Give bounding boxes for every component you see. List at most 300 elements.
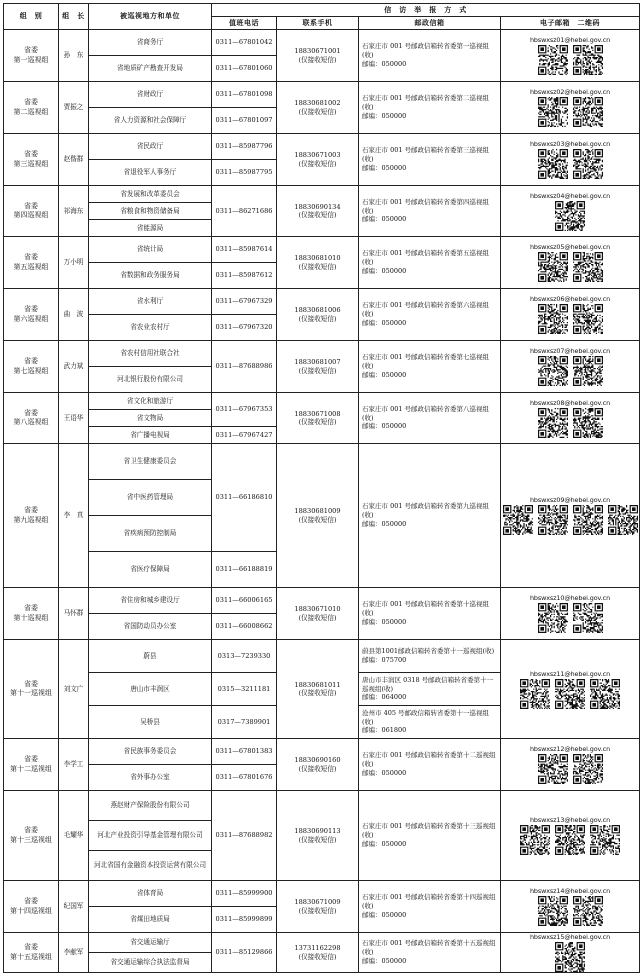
hotline-phone: 0311—85999899 (212, 907, 277, 933)
unit-name: 河北银行股份有限公司 (89, 367, 212, 393)
qr-code-icon (538, 408, 568, 438)
qr-code-icon (573, 252, 603, 282)
group-name-line1: 省委 (24, 755, 38, 764)
group-name-line2: 第四巡视组 (13, 211, 49, 219)
group-leader: 王语华 (59, 393, 89, 444)
email-qr-cell (501, 82, 640, 134)
hotline-phone: 0311—67801097 (212, 108, 277, 134)
qr-code-icon (520, 679, 550, 709)
group-name-line1: 省委 (24, 46, 38, 55)
group-name-line1: 省委 (24, 150, 38, 159)
group-row (4, 237, 640, 263)
unit-name: 省交通运输厅 (89, 933, 212, 953)
hotline-phone: 0311—67801060 (212, 56, 277, 82)
postal-address (359, 588, 501, 640)
email-qr-cell (501, 588, 640, 640)
email-qr-cell (501, 791, 640, 881)
qr-codes (502, 679, 638, 709)
postal-address (359, 706, 501, 739)
hotline-phone: 0311—67967427 (212, 427, 277, 444)
hotline-phone: 0317—7389901 (212, 706, 277, 739)
unit-name: 省文化和旅游厅 (89, 393, 212, 410)
group-name-cell (4, 640, 59, 739)
mobile-note: (仅接收短信) (298, 952, 337, 961)
hotline-phone: 0311—85987796 (212, 134, 277, 160)
mobile-number: 18830671001 (294, 47, 341, 56)
mobile-note: (仅接收短信) (298, 835, 337, 844)
mobile-number: 18830681006 (294, 306, 341, 315)
group-name-line2: 第三巡视组 (13, 159, 49, 168)
email-qr-cell (501, 393, 640, 444)
postal-address (359, 134, 501, 186)
group-leader: 贾振之 (59, 82, 89, 134)
qr-code-icon (520, 825, 550, 855)
postal-line: 石家庄市 001 号邮政信箱转省委第九巡视组(收) (362, 502, 490, 520)
group-name-cell (4, 82, 59, 134)
postal-line: 石家庄市 001 号邮政信箱转省委第三巡视组(收) (362, 146, 490, 164)
group-name-line2: 第九巡视组 (13, 515, 49, 524)
mobile-number: 18830681011 (294, 680, 341, 689)
hotline-phone: 0311—67801098 (212, 82, 277, 108)
email-link[interactable]: hbswxsz01@hebei.gov.cn (529, 36, 611, 44)
mobile-cell (277, 393, 359, 444)
postal-line: 沧州市 405 号邮政信箱转省委第十一巡视组(收) (362, 708, 490, 726)
group-name-line1: 省委 (24, 357, 38, 366)
mobile-cell (277, 237, 359, 289)
group-leader: 万小明 (59, 237, 89, 289)
qr-code-icon (538, 304, 568, 334)
hotline-phone: 0311—66006165 (212, 588, 277, 614)
email-qr-cell (501, 881, 640, 933)
header-leader: 组 长 (59, 4, 89, 30)
mobile-number: 18830671008 (294, 409, 341, 418)
mobile-number: 18830690160 (294, 756, 341, 765)
unit-name: 省粮食和物资储备局 (89, 203, 212, 220)
postal-line: 石家庄市 001 号邮政信箱转省委第十二巡视组(收) (362, 751, 496, 769)
group-name-line2: 第十二巡视组 (10, 764, 52, 773)
hotline-phone: 0311—87688982 (212, 791, 277, 881)
qr-codes (502, 45, 638, 75)
mobile-note: (仅接收短信) (298, 613, 337, 622)
unit-name: 省能源局 (89, 220, 212, 237)
qr-code-icon (555, 825, 585, 855)
postal-zip: 邮编：050000 (362, 422, 407, 431)
unit-name: 省体育局 (89, 881, 212, 907)
hotline-phone: 0315—3211181 (212, 673, 277, 706)
postal-zip: 邮编：050000 (362, 768, 407, 777)
group-leader: 武力斌 (59, 341, 89, 393)
group-leader: 马怀群 (59, 588, 89, 640)
unit-name: 河北产业投资引导基金管理有限公司 (89, 821, 212, 851)
unit-name: 省中医药管理局 (89, 480, 212, 516)
group-name-line1: 省委 (24, 897, 38, 906)
unit-name: 吴桥县 (89, 706, 212, 739)
unit-name: 省煤田地质局 (89, 907, 212, 933)
hotline-phone: 0311—85987614 (212, 237, 277, 263)
hotline-phone: 0311—67801676 (212, 765, 277, 791)
postal-address (359, 82, 501, 134)
group-name-cell (4, 393, 59, 444)
mobile-note: (仅接收短信) (298, 211, 337, 219)
email-link[interactable]: hbswxsz11@hebei.gov.cn (529, 669, 611, 678)
unit-name: 省民政厅 (89, 134, 212, 160)
postal-address (359, 186, 501, 237)
qr-code-icon (573, 149, 603, 179)
unit-name: 省发展和改革委员会 (89, 186, 212, 203)
qr-code-icon (573, 505, 603, 535)
qr-code-icon (590, 825, 620, 855)
group-name-cell (4, 30, 59, 82)
qr-code-icon (555, 201, 585, 231)
qr-codes (502, 505, 638, 535)
qr-code-icon (503, 505, 533, 535)
mobile-number: 13731162298 (294, 944, 341, 953)
group-row (4, 640, 640, 673)
group-name-cell (4, 588, 59, 640)
qr-code-icon (538, 97, 568, 127)
group-name-line2: 第五巡视组 (13, 262, 49, 271)
mobile-cell (277, 791, 359, 881)
qr-codes (502, 942, 638, 972)
unit-name: 燕赵财产保险股份有限公司 (89, 791, 212, 821)
hotline-phone: 0311—85987795 (212, 160, 277, 186)
email-link[interactable]: hbswxsz03@hebei.gov.cn (529, 140, 611, 148)
unit-name: 省国防动员办公室 (89, 614, 212, 640)
email-link[interactable]: hbswxsz12@hebei.gov.cn (529, 745, 611, 753)
qr-codes (502, 825, 638, 855)
postal-line: 石家庄市 001 号邮政信箱转省委第七巡视组(收) (362, 353, 490, 371)
postal-zip: 邮编：050000 (362, 617, 407, 626)
email-link[interactable]: hbswxsz06@hebei.gov.cn (529, 295, 611, 303)
header-hotline: 值班电话 (212, 17, 277, 30)
group-row (4, 791, 640, 821)
group-leader: 曲 波 (59, 289, 89, 341)
hotline-phone: 0311—66186810 (212, 444, 277, 552)
mobile-cell (277, 134, 359, 186)
mobile-cell (277, 881, 359, 933)
mobile-cell (277, 444, 359, 588)
qr-code-icon (573, 45, 603, 75)
qr-code-icon (573, 408, 603, 438)
postal-address (359, 673, 501, 706)
email-qr-cell (501, 30, 640, 82)
postal-zip: 邮编：050000 (362, 266, 407, 275)
qr-code-icon (573, 603, 603, 633)
unit-name: 省商务厅 (89, 30, 212, 56)
hotline-phone: 0313—7239330 (212, 640, 277, 673)
group-name-line2: 第二巡视组 (13, 107, 49, 116)
group-name-line2: 第八巡视组 (13, 418, 49, 426)
qr-code-icon (555, 679, 585, 709)
mobile-cell (277, 341, 359, 393)
group-name-line1: 省委 (24, 943, 38, 952)
hotline-phone: 0311—86271686 (212, 186, 277, 237)
postal-line: 蔚县第1001邮政信箱转省委第十一巡视组(收) (362, 647, 495, 656)
postal-zip: 邮编：050000 (362, 519, 407, 528)
group-name-line1: 省委 (24, 679, 38, 688)
email-link[interactable]: hbswxsz10@hebei.gov.cn (529, 594, 611, 602)
mobile-cell (277, 588, 359, 640)
group-row (4, 588, 640, 614)
group-row (4, 82, 640, 108)
email-link[interactable]: hbswxsz13@hebei.gov.cn (529, 816, 611, 824)
group-leader: 李学工 (59, 739, 89, 791)
postal-address (359, 933, 501, 973)
qr-code-icon (538, 754, 568, 784)
postal-line: 石家庄市 001 号邮政信箱转省委第二巡视组(收) (362, 94, 490, 112)
group-leader: 刘文广 (59, 640, 89, 739)
group-row (4, 444, 640, 480)
group-name-line1: 省委 (24, 253, 38, 262)
email-link[interactable]: hbswxsz09@hebei.gov.cn (529, 496, 611, 504)
group-name-cell (4, 186, 59, 237)
postal-zip: 邮编：050000 (362, 59, 407, 68)
group-leader: 孙 东 (59, 30, 89, 82)
header-email-qr: 电子邮箱 二维码 (501, 17, 640, 30)
mobile-note: (仅接收短信) (298, 107, 337, 116)
group-name-cell (4, 791, 59, 881)
postal-zip: 邮编：050000 (362, 318, 407, 327)
mobile-number: 18830681007 (294, 358, 341, 367)
group-leader: 李献军 (59, 933, 89, 973)
email-link[interactable]: hbswxsz02@hebei.gov.cn (529, 88, 611, 96)
email-qr-cell (501, 933, 640, 973)
qr-code-icon (590, 679, 620, 709)
email-link[interactable]: hbswxsz15@hebei.gov.cn (529, 933, 611, 941)
group-row (4, 881, 640, 907)
postal-line: 唐山市丰润区 0318 号邮政信箱转省委第十一巡视组(收) (362, 675, 494, 693)
postal-line: 石家庄市 001 号邮政信箱转省委第十四巡视组(收) (362, 893, 496, 911)
group-name-line1: 省委 (24, 98, 38, 107)
group-name-line2: 第十五巡视组 (10, 952, 52, 961)
group-name-line2: 第一巡视组 (13, 55, 49, 64)
unit-name: 省数据和政务服务局 (89, 263, 212, 289)
header-units: 被巡视地方和单位 (89, 4, 212, 30)
postal-zip: 邮编：064000 (362, 693, 407, 702)
qr-codes (502, 754, 638, 784)
email-link[interactable]: hbswxsz07@hebei.gov.cn (529, 347, 611, 355)
postal-address (359, 289, 501, 341)
hotline-phone: 0311—67967329 (212, 289, 277, 315)
postal-line: 石家庄市 001 号邮政信箱转省委第十巡视组(收) (362, 600, 490, 618)
mobile-note: (仅接收短信) (298, 515, 337, 524)
group-name-line2: 第六巡视组 (13, 314, 49, 323)
email-link[interactable]: hbswxsz04@hebei.gov.cn (529, 191, 611, 200)
postal-address (359, 237, 501, 289)
email-link[interactable]: hbswxsz05@hebei.gov.cn (529, 243, 611, 251)
unit-name: 省水利厅 (89, 289, 212, 315)
postal-address (359, 30, 501, 82)
unit-name: 省卫生健康委员会 (89, 444, 212, 480)
hotline-phone: 0311—85999900 (212, 881, 277, 907)
unit-name: 省交通运输综合执法监督局 (89, 953, 212, 973)
postal-address (359, 739, 501, 791)
unit-name: 省广播电视局 (89, 427, 212, 444)
group-name-line1: 省委 (24, 506, 38, 515)
unit-name: 省住房和城乡建设厅 (89, 588, 212, 614)
group-name-cell (4, 289, 59, 341)
group-name-line1: 省委 (24, 604, 38, 613)
unit-name: 省统计局 (89, 237, 212, 263)
header-group: 组 别 (4, 4, 59, 30)
unit-name: 省农村信用社联合社 (89, 341, 212, 367)
mobile-cell (277, 30, 359, 82)
postal-line: 石家庄市 001 号邮政信箱转省委第十三巡视组(收) (362, 822, 496, 840)
postal-address (359, 341, 501, 393)
unit-name: 蔚县 (89, 640, 212, 673)
postal-line: 石家庄市 001 号邮政信箱转省委第十五巡视组(收) (362, 939, 496, 957)
email-qr-cell (501, 444, 640, 588)
qr-code-icon (538, 149, 568, 179)
postal-address (359, 791, 501, 881)
group-row (4, 289, 640, 315)
postal-zip: 邮编：050000 (362, 370, 407, 379)
hotline-phone: 0311—87688986 (212, 341, 277, 393)
postal-zip: 邮编：061800 (362, 726, 407, 735)
email-link[interactable]: hbswxsz14@hebei.gov.cn (529, 887, 611, 895)
unit-name: 省疾病预防控制局 (89, 516, 212, 552)
mobile-cell (277, 933, 359, 973)
mobile-cell (277, 289, 359, 341)
hotline-phone: 0311—66008662 (212, 614, 277, 640)
mobile-cell (277, 640, 359, 739)
mobile-note: (仅接收短信) (298, 764, 337, 773)
group-name-line1: 省委 (24, 826, 38, 835)
email-qr-cell (501, 640, 640, 739)
postal-zip: 邮编：050000 (362, 839, 407, 848)
qr-codes (502, 603, 638, 633)
group-leader: 纪国军 (59, 881, 89, 933)
mobile-cell (277, 739, 359, 791)
group-name-line2: 第七巡视组 (13, 366, 49, 375)
qr-codes (502, 408, 638, 438)
mobile-number: 18830690134 (294, 202, 341, 211)
hotline-phone: 0311—85129866 (212, 933, 277, 973)
postal-line: 石家庄市 001 号邮政信箱转省委第一巡视组(收) (362, 42, 490, 60)
hotline-phone: 0311—67967353 (212, 393, 277, 427)
postal-address (359, 881, 501, 933)
unit-name: 河北省国有金融资本投资运营有限公司 (89, 851, 212, 881)
qr-codes (502, 304, 638, 334)
hotline-phone: 0311—67967320 (212, 315, 277, 341)
header-mobile: 联系手机 (277, 17, 359, 30)
qr-codes (502, 356, 638, 386)
unit-name: 省人力资源和社会保障厅 (89, 108, 212, 134)
group-name-cell (4, 237, 59, 289)
postal-zip: 邮编：050000 (362, 215, 407, 224)
email-qr-cell (501, 341, 640, 393)
unit-name: 省医疗保障局 (89, 552, 212, 588)
postal-zip: 邮编：050000 (362, 910, 407, 919)
email-qr-cell (501, 739, 640, 791)
group-name-line2: 第十巡视组 (13, 613, 49, 622)
qr-code-icon (538, 45, 568, 75)
qr-code-icon (573, 754, 603, 784)
qr-code-icon (608, 505, 638, 535)
group-name-cell (4, 134, 59, 186)
group-leader: 赵偕群 (59, 134, 89, 186)
email-link[interactable]: hbswxsz08@hebei.gov.cn (529, 398, 611, 407)
qr-code-icon (573, 356, 603, 386)
email-qr-cell (501, 134, 640, 186)
unit-name: 省外事办公室 (89, 765, 212, 791)
group-leader: 祁海东 (59, 186, 89, 237)
qr-codes (502, 252, 638, 282)
qr-codes (502, 201, 638, 231)
group-name-cell (4, 739, 59, 791)
mobile-cell (277, 186, 359, 237)
qr-code-icon (538, 356, 568, 386)
header-methods: 信 访 举 报 方 式 (212, 4, 640, 17)
unit-name: 省地质矿产勘查开发局 (89, 56, 212, 82)
mobile-note: (仅接收短信) (298, 689, 337, 697)
group-leader: 李 真 (59, 444, 89, 588)
mobile-number: 18830671009 (294, 898, 341, 907)
group-row (4, 134, 640, 160)
unit-name: 省民族事务委员会 (89, 739, 212, 765)
qr-code-icon (538, 603, 568, 633)
group-name-cell (4, 881, 59, 933)
postal-address (359, 393, 501, 444)
qr-codes (502, 149, 638, 179)
mobile-cell (277, 82, 359, 134)
email-qr-cell (501, 237, 640, 289)
postal-zip: 邮编：075700 (362, 656, 407, 664)
mobile-note: (仅接收短信) (298, 366, 337, 375)
unit-name: 省文物局 (89, 410, 212, 427)
group-row (4, 393, 640, 410)
postal-zip: 邮编：050000 (362, 956, 407, 965)
mobile-note: (仅接收短信) (298, 262, 337, 271)
inspection-report-table (3, 3, 640, 973)
group-name-line1: 省委 (24, 305, 38, 314)
hotline-phone: 0311—66188819 (212, 552, 277, 588)
mobile-number: 18830681010 (294, 254, 341, 263)
qr-code-icon (538, 896, 568, 926)
postal-zip: 邮编：050000 (362, 111, 407, 120)
qr-codes (502, 896, 638, 926)
unit-name: 省农业农村厅 (89, 315, 212, 341)
group-row (4, 186, 640, 203)
mobile-number: 18830671003 (294, 151, 341, 160)
postal-line: 石家庄市 001 号邮政信箱转省委第五巡视组(收) (362, 249, 490, 267)
mobile-note: (仅接收短信) (298, 314, 337, 323)
group-row (4, 341, 640, 367)
qr-code-icon (573, 97, 603, 127)
group-row (4, 30, 640, 56)
mobile-note: (仅接收短信) (298, 418, 337, 426)
group-name-line1: 省委 (24, 201, 38, 210)
group-name-line2: 第十四巡视组 (10, 906, 52, 915)
mobile-number: 18830681009 (294, 507, 341, 516)
group-name-line1: 省委 (24, 408, 38, 417)
mobile-number: 18830690113 (294, 827, 341, 836)
postal-line: 石家庄市 001 号邮政信箱转省委第八巡视组(收) (362, 404, 490, 422)
mobile-number: 18830681002 (294, 99, 341, 108)
mobile-number: 18830671010 (294, 605, 341, 614)
header-postal: 邮政信箱 (359, 17, 501, 30)
hotline-phone: 0311—85987612 (212, 263, 277, 289)
mobile-note: (仅接收短信) (298, 159, 337, 168)
hotline-phone: 0311—67801042 (212, 30, 277, 56)
unit-name: 省财政厅 (89, 82, 212, 108)
qr-code-icon (538, 505, 568, 535)
postal-line: 石家庄市 001 号邮政信箱转省委第四巡视组(收) (362, 197, 490, 215)
hotline-phone: 0311—67801383 (212, 739, 277, 765)
postal-address (359, 444, 501, 588)
group-name-line2: 第十三巡视组 (10, 835, 52, 844)
group-name-cell (4, 444, 59, 588)
